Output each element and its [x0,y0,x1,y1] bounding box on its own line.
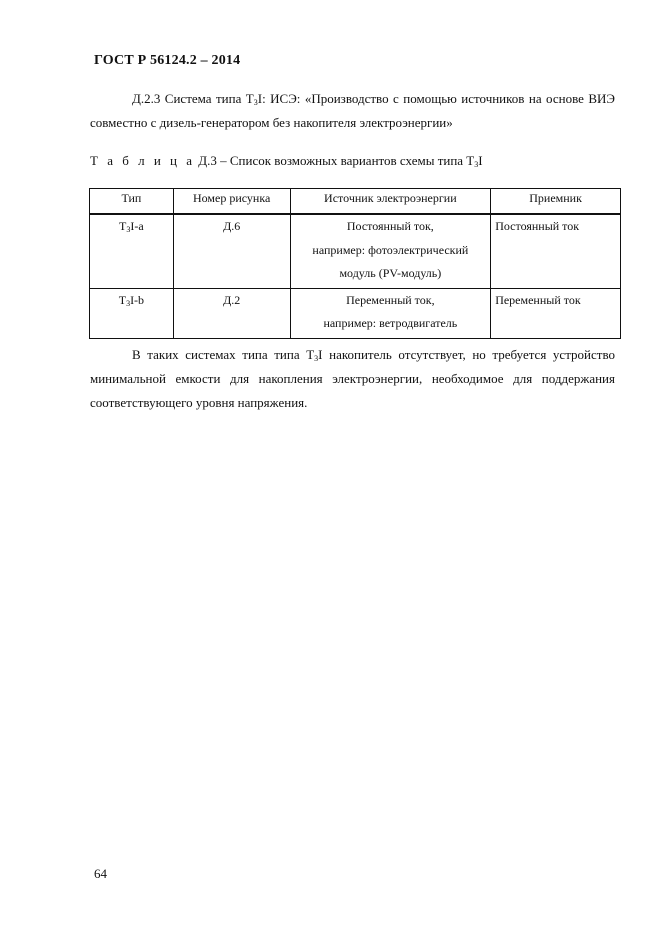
cell-figure: Д.6 [173,214,290,288]
page-number: 64 [94,866,107,881]
source-line: Постоянный ток, [346,219,434,233]
table-caption-tail: I [478,153,483,168]
header-receiver: Приемник [491,189,621,215]
cell-source [290,288,491,338]
closing-text-subscript: 3 [314,354,319,363]
table-caption-subscript: 3 [474,160,479,169]
type-subscript: 3 [126,298,131,308]
type-prefix: Т [118,292,127,307]
document-header: ГОСТ Р 56124.2 – 2014 [94,53,241,68]
header-type: Тип [90,189,174,215]
section-text-prefix: Д.2.3 Система типа Т [132,91,254,106]
type-suffix: I-a [130,219,144,233]
source-line: например: фотоэлектрический [312,242,469,257]
cell-type [90,288,174,338]
table-header-row [90,189,621,215]
closing-paragraph [90,343,615,415]
type-suffix: I-b [130,292,145,307]
table-caption-rest: Д.3 – Список возможных вариантов схемы типа Т [195,153,475,168]
cell-receiver: Переменный ток [491,288,621,338]
cell-source [290,214,491,288]
table-caption [90,153,483,169]
section-text-subscript: 3 [253,98,258,107]
table-caption-word: Т а б л и ц а [90,153,195,168]
header-figure-number: Номер рисунка [173,189,290,215]
cell-figure: Д.2 [173,288,290,338]
header-power-source: Источник электроэнергии [290,189,491,215]
source-line: например: ветродвигатель [323,316,458,330]
section-text-suffix: I: ИСЭ: «Производство с помощью источников на основе ВИЭ совместно с дизель-генератором без накопителя электроэнергии» [90,91,616,130]
section-paragraph [90,87,615,135]
source-line: модуль (PV-модуль) [339,266,442,280]
cell-receiver: Постоянный ток [491,214,621,288]
table-row [90,214,621,288]
type-prefix: Т [119,219,127,233]
closing-text-prefix: В таких системах типа типа Т [132,347,315,362]
closing-text-suffix: I накопитель отсутствует, но требуется устройство минимальной емкости для накопления электроэнергии, необходимое для поддержания соответствующего уровня напряжения. [90,347,615,410]
type-subscript: 3 [126,225,131,234]
source-line: Переменный ток, [346,292,435,307]
table-row [90,288,621,338]
variants-table [89,188,621,339]
cell-type [90,214,174,288]
